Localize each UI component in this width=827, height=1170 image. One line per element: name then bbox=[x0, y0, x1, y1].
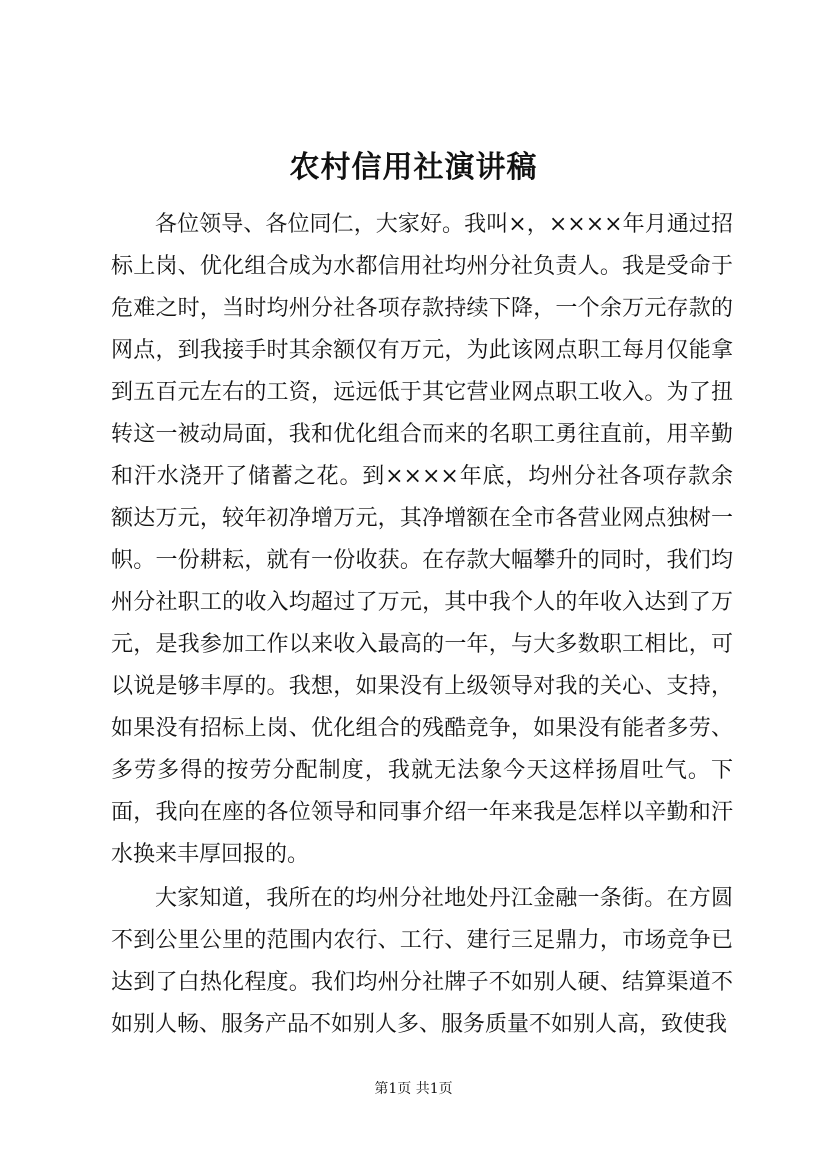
document-body bbox=[111, 204, 733, 1046]
paragraph: 大家知道，我所在的均州分社地处丹江金融一条街。在方圆不到公里公里的范围内农行、工行、建行三足鼎力，市场竞争已达到了白热化程度。我们均州分社牌子不如别人硬、结算渠道不如别人畅、服务产品不如别人多、服务质量不如别人高，致使我 bbox=[111, 886, 733, 1037]
paragraph: 各位领导、各位同仁，大家好。我叫×，××××年月通过招标上岗、优化组合成为水都信用社均州分社负责人。我是受命于危难之时，当时均州分社各项存款持续下降，一个余万元存款的网点，到我接手时其余额仅有万元，为此该网点职工每月仅能拿到五百元左右的工资，远远低于其它营业网点职工收入。为了扭转这一被动局面，我和优化组合而来的名职工勇往直前，用辛勤和汗水浇开了储蓄之花。到××××年底，均州分社各项存款余额达万元，较年初净增万元，其净增额在全市各营业网点独树一帜。一份耕耘，就有一份收获。在存款大幅攀升的同时，我们均州分社职工的收入均超过了万元，其中我个人的年收入达到了万元，是我参加工作以来收入最高的一年，与大多数职工相比，可以说是够丰厚的。我想，如果没有上级领导对我的关心、支持，如果没有招标上岗、优化组合的残酷竞争，如果没有能者多劳、多劳多得的按劳分配制度，我就无法象今天这样扬眉吐气。下面，我向在座的各位领导和同事介绍一年来我是怎样以辛勤和汗水换来丰厚回报的。 bbox=[111, 212, 733, 867]
page-footer: 第1页 共1页 bbox=[374, 1081, 453, 1097]
document-title: 农村信用社演讲稿 bbox=[289, 150, 538, 185]
